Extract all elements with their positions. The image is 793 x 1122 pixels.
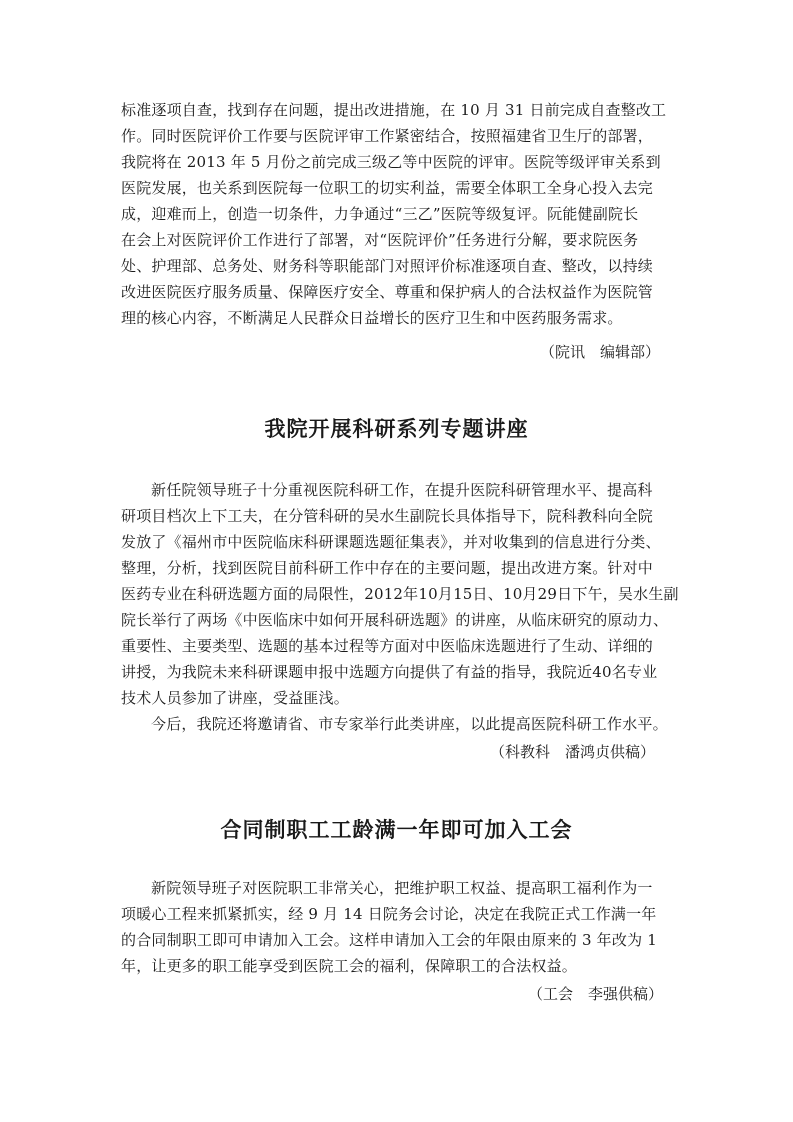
paragraph-line: 年，让更多的职工能享受到医院工会的福利，保障职工的合法权益。 bbox=[121, 957, 578, 975]
paragraph-line: 整理，分析，找到医院目前科研工作中存在的主要问题，提出改进方案。针对中 bbox=[121, 559, 654, 577]
paragraph-line: 成，迎难而上，创造一切条件，力争通过“三乙”医院等级复评。阮能健副院长 bbox=[121, 205, 639, 223]
paragraph-line: 项暖心工程来抓紧抓实，经 9 月 14 日院务会讨论，决定在我院正式工作满一年 bbox=[121, 905, 657, 923]
paragraph-line: 技术人员参加了讲座，受益匪浅。 bbox=[121, 689, 350, 707]
paragraph-line: 重要性、主要类型、选题的基本过程等方面对中医临床选题进行了生动、详细的 bbox=[121, 637, 654, 655]
article-title: 我院开展科研系列专题讲座 bbox=[264, 416, 529, 441]
paragraph-line: 研项目档次上下工夫，在分管科研的吴水生副院长具体指导下，院科教科向全院 bbox=[121, 507, 654, 525]
paragraph-line: 院长举行了两场《中医临床中如何开展科研选题》的讲座，从临床研究的原动力、 bbox=[121, 611, 669, 629]
paragraph-line: 今后，我院还将邀请省、市专家举行此类讲座，以此提高医院科研工作水平。 bbox=[151, 715, 668, 733]
article-credit: （院讯 编辑部） bbox=[540, 343, 661, 361]
article-credit: （工会 李强供稿） bbox=[528, 985, 664, 1003]
paragraph-line: 的合同制职工即可申请加入工会。这样申请加入工会的年限由原来的 3 年改为 1 bbox=[121, 931, 657, 949]
paragraph-line: 标准逐项自查，找到存在问题，提出改进措施，在 10 月 31 日前完成自查整改工 bbox=[121, 101, 667, 119]
paragraph-line: 我院将在 2013 年 5 月份之前完成三级乙等中医院的评审。医院等级评审关系到 bbox=[121, 153, 661, 171]
paragraph-line: 改进医院医疗服务质量、保障医疗安全、尊重和保护病人的合法权益作为医院管 bbox=[121, 283, 654, 301]
paragraph-line: 医药专业在科研选题方面的局限性，2012年10月15日、10月29日下午，吴水生副 bbox=[121, 585, 679, 603]
paragraph-line: 医院发展，也关系到医院每一位职工的切实利益，需要全体职工全身心投入去完 bbox=[121, 179, 654, 197]
article-credit: （科教科 潘鸿贞供稿） bbox=[490, 743, 656, 761]
paragraph-line: 讲授，为我院未来科研课题申报中选题方向提供了有益的指导，我院近40名专业 bbox=[121, 663, 658, 681]
paragraph-line: 理的核心内容，不断满足人民群众日益增长的医疗卫生和中医药服务需求。 bbox=[121, 309, 623, 327]
paragraph-line: 发放了《福州市中医院临床科研课题选题征集表》，并对收集到的信息进行分类、 bbox=[121, 533, 661, 551]
paragraph-line: 作。同时医院评价工作要与医院评审工作紧密结合，按照福建省卫生厅的部署， bbox=[121, 127, 654, 145]
paragraph-line: 新任院领导班子十分重视医院科研工作，在提升医院科研管理水平、提高科 bbox=[151, 481, 653, 499]
paragraph-line: 在会上对医院评价工作进行了部署，对“医院评价”任务进行分解，要求院医务 bbox=[121, 231, 639, 249]
article-title: 合同制职工工龄满一年即可加入工会 bbox=[220, 817, 573, 842]
paragraph-line: 处、护理部、总务处、财务科等职能部门对照评价标准逐项自查、整改，以持续 bbox=[121, 257, 654, 275]
paragraph-line: 新院领导班子对医院职工非常关心，把维护职工权益、提高职工福利作为一 bbox=[151, 879, 653, 897]
